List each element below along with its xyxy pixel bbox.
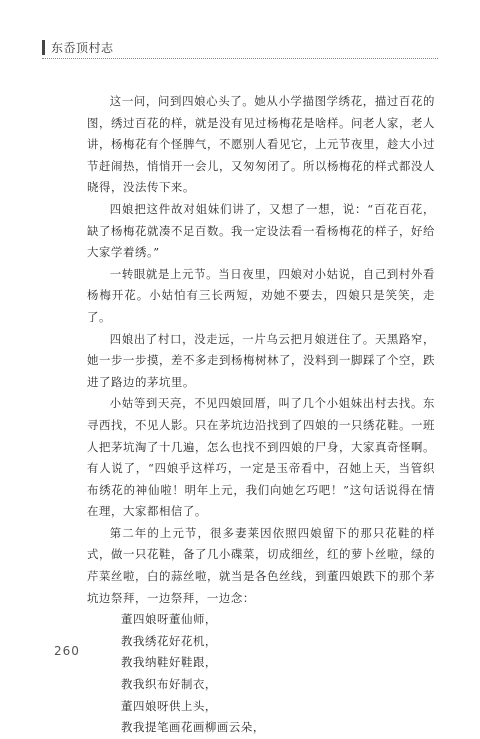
header-dotted-rule xyxy=(42,58,438,59)
paragraph-5: 小姑等到天亮，不见四娘回厝，叫了几个小姐妹出村去找。东寻西找，不见人影。只在茅坑边沿找到了四娘的一只绣花鞋。一班人把茅坑淘了十几遍，怎么也找不到四娘的尸身，大家真奇怪啊。有人说了，“四娘乎这样巧，一定是玉帝看中，召她上天，当管织布绣花的神仙啦！明年上元，我们向她乞巧吧！”这句话说得在情在理，大家都相信了。 xyxy=(87,396,435,519)
verse-line: 董四娘呀供上头， xyxy=(121,698,217,713)
verse-line: 教我纳鞋好鞋跟， xyxy=(121,655,217,670)
chant-verses xyxy=(87,609,435,739)
verse-line: 教我绣花好花机， xyxy=(121,633,217,648)
verse-line: 教我织布好制衣， xyxy=(121,677,217,692)
book-title: 东岙顶村志 xyxy=(51,41,114,55)
verse-line: 董四娘呀董仙师， xyxy=(121,612,217,627)
paragraph-6: 第二年的上元节，很多妻莱因依照四娘留下的那只花鞋的样式，做一只花鞋，备了几小碟菜，切成细丝，红的萝卜丝啦，绿的芹菜丝啦，白的蒜丝啦，就当是各色丝线，到董四娘跌下的那个茅坑边祭拜，一边祭拜，一边念： xyxy=(87,525,435,605)
paragraph-2: 四娘把这件故对姐妹们讲了，又想了一想，说：“百花百花，缺了杨梅花就凑不足百数。我一定设法看一看杨梅花的样子，好给大家学着绣。” xyxy=(87,201,435,260)
verse-line: 教我提笔画花画柳画云朵， xyxy=(121,720,265,735)
paragraph-3: 一转眼就是上元节。当日夜里，四娘对小姑说，自己到村外看杨梅开花。小姑怕有三长两短，劝她不要去，四娘只是笑笑，走了。 xyxy=(87,266,435,324)
paragraph-4: 四娘出了村口，没走远，一片乌云把月娘迸住了。天黑路窄，她一步一步摸，差不多走到杨梅树林了，没料到一脚踩了个空，跌进了路边的茅坑里。 xyxy=(87,331,435,389)
paragraph-1: 这一问，问到四娘心头了。她从小学描图学绣花，描过百花的图，绣过百花的样，就是没有见过杨梅花是啥样。问老人家，老人讲，杨梅花有个怪脾气，不愿别人看见它，上元节夜里，趁大小过节赶闹热，悄悄开一会儿，又匆匆闭了。所以杨梅花的样式都没人晓得，没法传下来。 xyxy=(87,94,435,195)
header-accent-bar xyxy=(42,40,45,55)
running-header xyxy=(42,39,114,56)
page-number: 260 xyxy=(54,644,80,658)
body-text xyxy=(87,91,435,739)
